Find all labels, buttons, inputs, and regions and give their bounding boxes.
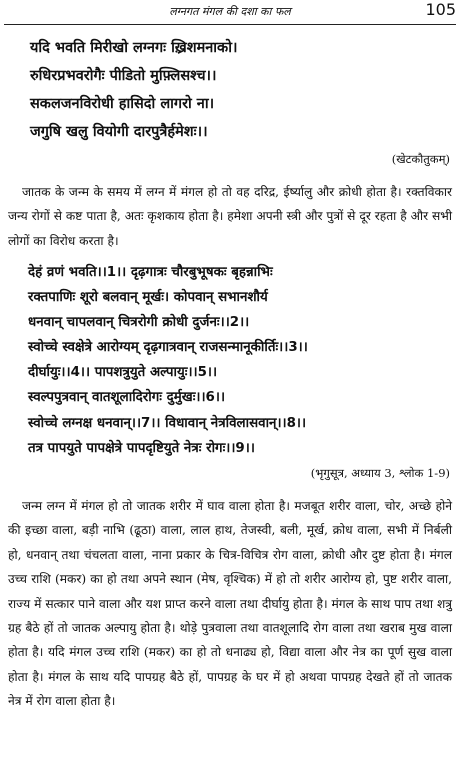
- header-divider: [4, 24, 456, 25]
- verse-block-khetakautukam: [30, 34, 430, 146]
- verse-line: रक्तपाणिः शूरो बलवान् मूर्खः। कोपवान् सभानशौर्य: [28, 290, 268, 306]
- paragraph-text: जन्म लग्न में मंगल हो तो जातक शरीर में घाव वाला होता है। मजबूत शरीर वाला, चोर, अच्छे होने की इच्छा वाला, बड़ी नाभि (ढूठा) वाला, लाल हाथ, तेजस्वी, बली, मूर्ख, क्रोध वाला, सभी में निर्बली हो, धनवान् तथा चंचलता वाला, नाना प्रकार के चित्र-विचित्र रोग वाला, क्रोधी और दुष्ट होता है। मंगल उच्च राशि (मकर) का हो तथा अपने स्थान (मेष, वृश्चिक) में हो तो शरीर आरोग्य हो, पुष्ट शरीर वाला, राज्य में सत्कार पाने वाला और यश प्राप्त करने वाला तथा दीर्घायु होता है। मंगल के साथ पाप तथा शत्रु ग्रह बैठे हों तो जातक अल्पायु होता है। थोड़े पुत्रवाला तथा वातशूलादि रोग वाला तथा खराब मुख वाला होता है। यदि मंगल उच्च राशि (मकर) का हो तो धनाढ्य हो, विद्या वाला और नेत्र का पूर्ण सुख वाला होता है। मंगल के साथ यदि पापग्रह बैठे हों, पापग्रह के घर में हो अथवा पापग्रह देखते हों तो जातक नेत्र में रोग वाला होता है।: [8, 499, 452, 709]
- verse-line: देहं व्रणं भवति।।1।। दृढ़गात्रः चौरबुभूषकः बृहन्नाभिः: [28, 265, 273, 280]
- verse-line: स्वोच्चे लग्नक्ष धनवान्।।7।। विधावान् नेत्रविलासवान्।।8।।: [28, 415, 307, 431]
- running-title: लग्नगत मंगल की दशा का फल: [169, 5, 291, 18]
- verse-line: धनवान् चापलवान् चित्ररोगी क्रोधी दुर्जनः।।2।।: [28, 315, 250, 331]
- verse-line: यदि भवति मिरीखो लग्नगः ख़्रिशमनाको।: [30, 40, 238, 56]
- verse-line: तत्र पापयुते पापक्षेत्रे पापदृष्टियुते नेत्रः रोगः।।9।।: [28, 440, 255, 456]
- verse-line: जगुषि खलु वियोगी दारपुत्रैर्हमेशः।।: [30, 124, 208, 140]
- verse-line: दीर्घायुः।।4।। पापशत्रुयुते अल्पायुः।।5।।: [28, 365, 218, 381]
- paragraph-1: [8, 180, 452, 253]
- page-number: 105: [425, 0, 456, 19]
- verse-line: स्वोच्चे स्वक्षेत्रे आरोग्यम् दृढ़गात्रवान् राजसन्मानूकीर्तिः।।3।।: [28, 340, 308, 356]
- verse-line: सकलजनविरोधी हासिदो लागरो ना।: [30, 96, 215, 112]
- verse-block-bhrigusutra: [28, 260, 448, 461]
- verse-line: रुधिरप्रभवरोगैः पीडितो मुफ़्लिसश्च।।: [30, 68, 217, 84]
- verse-line: स्वल्पपुत्रवान् वातशूलादिरोगः दुर्मुखः।।6।।: [28, 390, 226, 406]
- citation-khetakautukam: (खेटकौतुकम्): [391, 152, 450, 166]
- citation-bhrigusutra: (भृगुसूत्र, अध्याय 3, श्लोक 1-9): [310, 466, 450, 480]
- paragraph-text: जातक के जन्म के समय में लग्न में मंगल हो तो वह दरिद्र, ईर्ष्यालु और क्रोधी होता है। रक्तविकार जन्य रोगों से कष्ट पाता है, अतः कृशकाय होता है। हमेशा अपनी स्त्री और पुत्रों से दूर रहता है और सभी लोगों का विरोध करता है।: [8, 185, 452, 248]
- paragraph-2: [8, 494, 452, 714]
